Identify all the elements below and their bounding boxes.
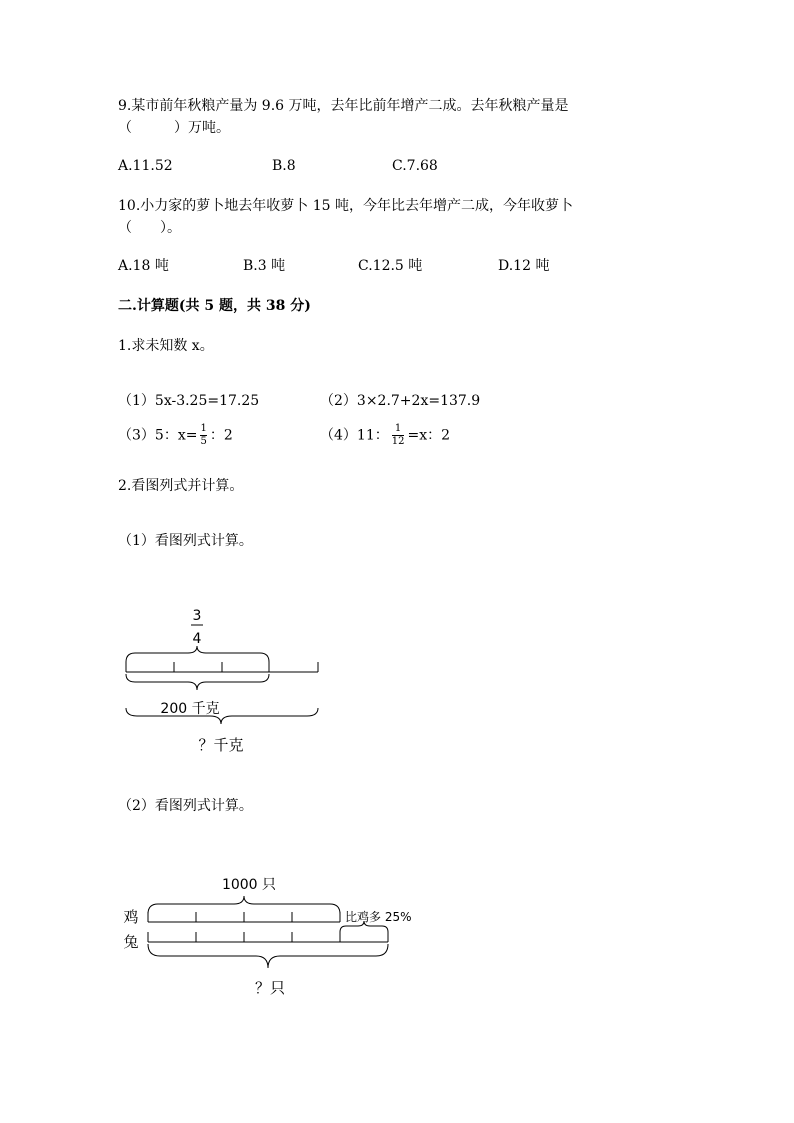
fraction-denominator: 12 — [391, 436, 405, 447]
q1-item-2: （2）3×2.7+2x=137.9 — [320, 393, 481, 409]
question-10-option-b: B.3 吨 — [243, 258, 286, 274]
question-10-line2: （ ）。 — [118, 220, 181, 236]
q1-item-4-suffix: =x：2 — [407, 427, 451, 444]
question-9-option-a: A.11.52 — [118, 158, 173, 174]
diagram2-total-label: ？只 — [254, 979, 286, 997]
q2-sub1-title: （1）看图列式计算。 — [118, 533, 253, 549]
q1-item-1: （1）5x-3.25=17.25 — [118, 393, 260, 409]
q2-sub2-title: （2）看图列式计算。 — [118, 798, 253, 814]
diagram1-part-brace — [126, 674, 269, 690]
diagram2-top-label: 1000 只 — [221, 877, 277, 893]
q1-item-3-suffix: ：2 — [209, 427, 233, 444]
diagram1-total-brace — [126, 708, 318, 724]
question-9-line2: （ ）万吨。 — [118, 120, 230, 136]
diagram2-row1-label: 鸡 — [123, 908, 139, 926]
diagram2-row2-label: 兔 — [123, 933, 139, 951]
question-10-option-d: D.12 吨 — [498, 258, 550, 274]
fraction-numerator: 1 — [394, 423, 402, 434]
diagram2-total-brace — [148, 944, 388, 968]
question-9-option-b: B.8 — [272, 158, 296, 174]
fraction-denominator: 5 — [200, 436, 207, 447]
question-9-option-c: C.7.68 — [392, 158, 438, 174]
q1-item-3-prefix: （3）5：x= — [118, 427, 198, 444]
diagram1-top-brace — [126, 646, 269, 662]
diagram1-fraction-denominator: 4 — [192, 631, 202, 647]
fraction-numerator: 1 — [200, 423, 207, 434]
question-10-option-c: C.12.5 吨 — [358, 258, 423, 274]
question-10-line1: 10.小力家的萝卜地去年收萝卜 15 吨，今年比去年增产二成，今年收萝卜 — [118, 198, 573, 214]
diagram2-top-brace — [148, 896, 340, 914]
q2-title: 2.看图列式并计算。 — [118, 478, 244, 494]
section-title: 二.计算题(共 5 题，共 38 分) — [118, 298, 311, 314]
question-9-line1: 9.某市前年秋粮产量为 9.6 万吨，去年比前年增产二成。去年秋粮产量是 — [118, 98, 569, 114]
diagram2-note: 比鸡多 25% — [345, 910, 412, 924]
q1-item-4-prefix: （4）11： — [320, 427, 389, 444]
q1-title: 1.求未知数 x。 — [118, 338, 214, 354]
diagram1-fraction-numerator: 3 — [192, 608, 202, 624]
question-10-option-a: A.18 吨 — [118, 258, 169, 274]
diagram1-part-label: 200 千克 — [160, 701, 220, 717]
diagram1-total-label: ？千克 — [198, 736, 244, 754]
